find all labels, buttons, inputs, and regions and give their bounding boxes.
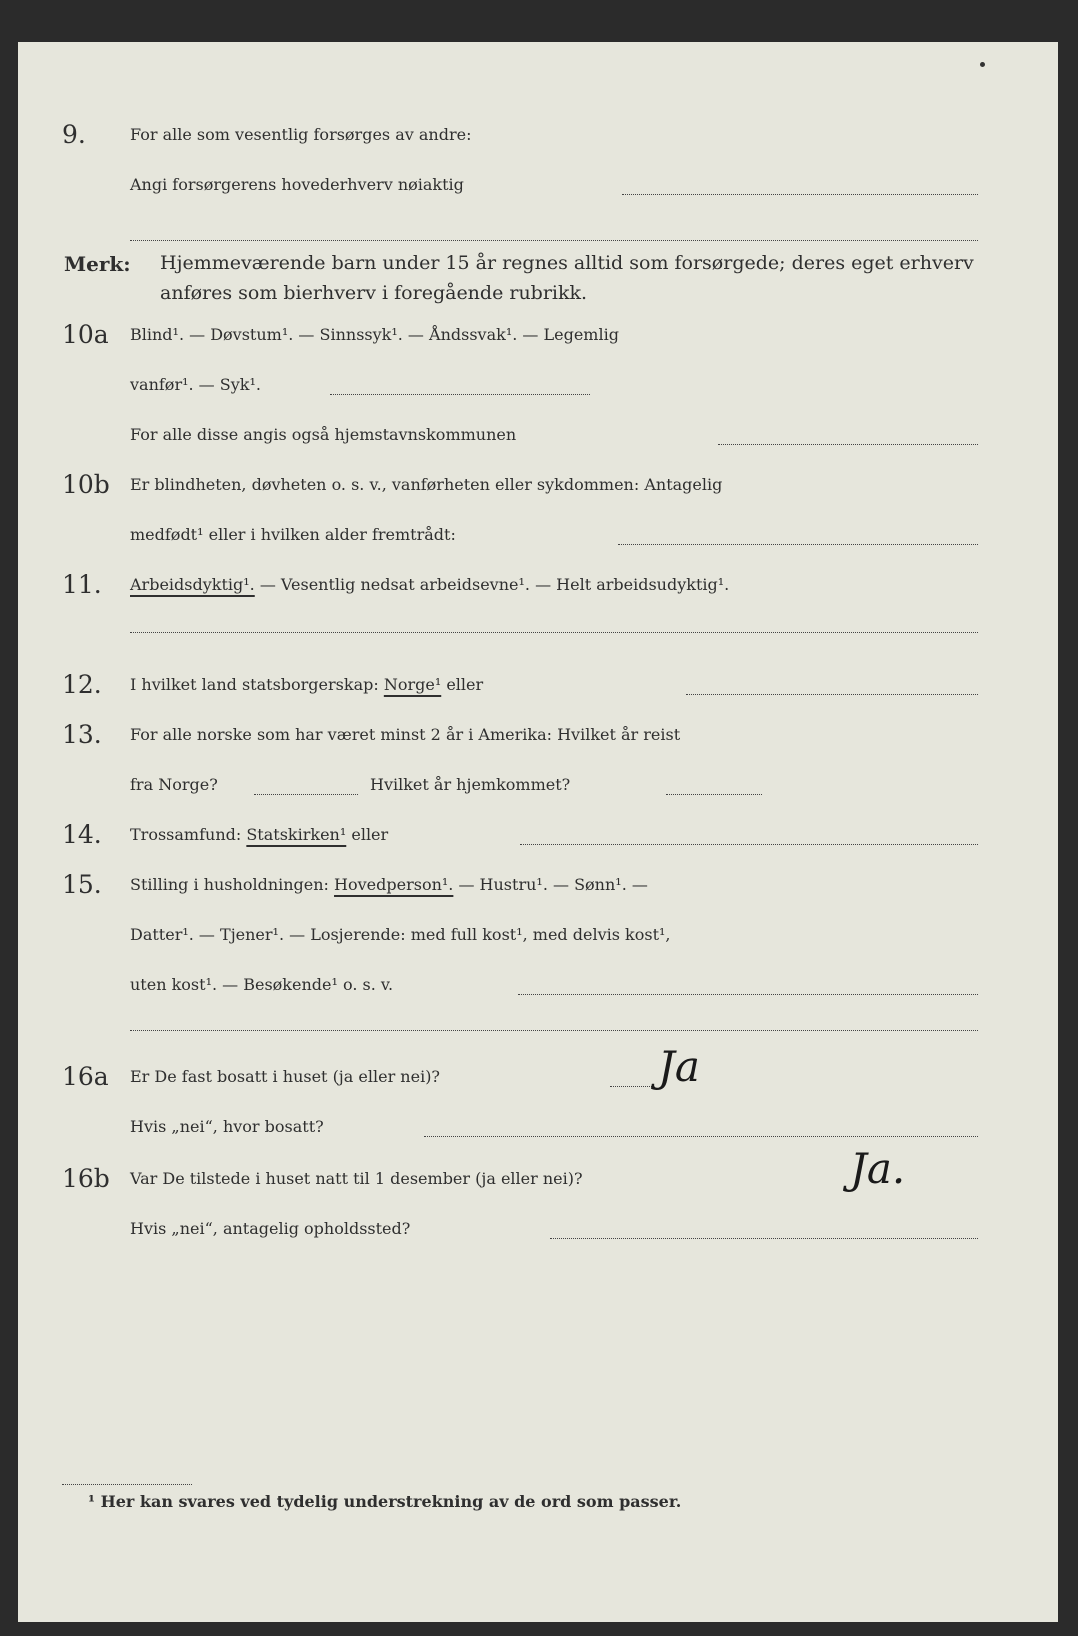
q13-number: 13. <box>62 720 102 749</box>
q14-prefix: Trossamfund: <box>130 825 247 844</box>
q14-answer-field[interactable] <box>520 844 978 845</box>
q10b-answer-field[interactable] <box>618 544 978 545</box>
q16a-line1: Er De fast bosatt i huset (ja eller nei)? <box>130 1067 441 1086</box>
q15-number: 15. <box>62 870 102 899</box>
q16a-handwritten-answer[interactable]: Ja <box>658 1042 700 1091</box>
q10a-syk-field[interactable] <box>330 394 590 395</box>
q15-selected-option: Hovedperson¹. <box>334 875 454 894</box>
q16b-number: 16b <box>62 1164 110 1193</box>
q16a-answer-leader <box>610 1086 654 1087</box>
merk-line2: anføres som bierhverv i foregående rubrikk. <box>160 282 588 304</box>
q12-line <box>130 666 483 704</box>
q16a-number: 16a <box>62 1062 109 1091</box>
q11-line <box>130 566 729 604</box>
q13-hjemkommet-field[interactable] <box>666 794 762 795</box>
q13-line2b: Hvilket år hjemkommet? <box>370 775 571 794</box>
q11-extra-line[interactable] <box>130 632 978 633</box>
q15-line1 <box>130 866 648 904</box>
footnote-rule <box>62 1484 192 1485</box>
q10b-line2: medfødt¹ eller i hvilken alder fremtrådt: <box>130 525 456 544</box>
merk-line1: Hjemmeværende barn under 15 år regnes alltid som forsørgede; deres eget erhverv <box>160 252 974 274</box>
q15-prefix: Stilling i husholdningen: <box>130 875 335 894</box>
q9-extra-line[interactable] <box>130 240 978 241</box>
q16b-line1: Var De tilstede i huset natt til 1 desember (ja eller nei)? <box>130 1169 583 1188</box>
q10a-line3: For alle disse angis også hjemstavnskommunen <box>130 425 517 444</box>
q13-line1: For alle norske som har været minst 2 år i Amerika: Hvilket år reist <box>130 725 681 744</box>
q12-number: 12. <box>62 670 102 699</box>
q13-reist-field[interactable] <box>254 794 358 795</box>
q16b-handwritten-answer[interactable]: Ja. <box>850 1144 906 1193</box>
q16b-opholdssted-field[interactable] <box>550 1238 978 1239</box>
q14-selected-option: Statskirken¹ <box>246 825 347 844</box>
q9-line2: Angi forsørgerens hovederhverv nøiaktig <box>130 175 464 194</box>
q10a-line1: Blind¹. — Døvstum¹. — Sinnssyk¹. — Åndssvak¹. — Legemlig <box>130 325 619 344</box>
q13-line2a: fra Norge? <box>130 775 218 794</box>
q15-extra-line[interactable] <box>130 1030 978 1031</box>
q10a-number: 10a <box>62 320 109 349</box>
q16a-bosatt-field[interactable] <box>424 1136 978 1137</box>
q16b-line2: Hvis „nei“, antagelig opholdssted? <box>130 1219 411 1238</box>
q11-selected-option: Arbeidsdyktig¹. <box>130 575 255 594</box>
ink-dot <box>980 62 985 67</box>
q12-answer-field[interactable] <box>686 694 978 695</box>
q10b-number: 10b <box>62 470 110 499</box>
q11-rest: — Vesentlig nedsat arbeidsevne¹. — Helt arbeidsudyktig¹. <box>254 575 730 594</box>
q16a-line2: Hvis „nei“, hvor bosatt? <box>130 1117 324 1136</box>
q12-prefix: I hvilket land statsborgerskap: <box>130 675 384 694</box>
q14-line <box>130 816 388 854</box>
q15-answer-field[interactable] <box>518 994 978 995</box>
q12-suffix: eller <box>441 675 484 694</box>
q12-selected-option: Norge¹ <box>383 675 442 694</box>
q14-number: 14. <box>62 820 102 849</box>
q9-number: 9. <box>62 120 86 149</box>
q10a-line2: vanfør¹. — Syk¹. <box>130 375 261 394</box>
footnote: ¹ Her kan svares ved tydelig understrekning av de ord som passer. <box>88 1492 682 1511</box>
q14-suffix: eller <box>346 825 389 844</box>
q11-number: 11. <box>62 570 102 599</box>
q15-line3: uten kost¹. — Besøkende¹ o. s. v. <box>130 975 394 994</box>
q10b-line1: Er blindheten, døvheten o. s. v., vanførheten eller sykdommen: Antagelig <box>130 475 723 494</box>
q15-suffix: — Hustru¹. — Sønn¹. — <box>453 875 648 894</box>
merk-label: Merk: <box>64 252 131 276</box>
q10a-kommune-field[interactable] <box>718 444 978 445</box>
q9-answer-field[interactable] <box>622 194 978 195</box>
q15-line2: Datter¹. — Tjener¹. — Losjerende: med full kost¹, med delvis kost¹, <box>130 925 671 944</box>
census-form-page <box>18 42 1058 1622</box>
q9-line1: For alle som vesentlig forsørges av andre: <box>130 125 472 144</box>
